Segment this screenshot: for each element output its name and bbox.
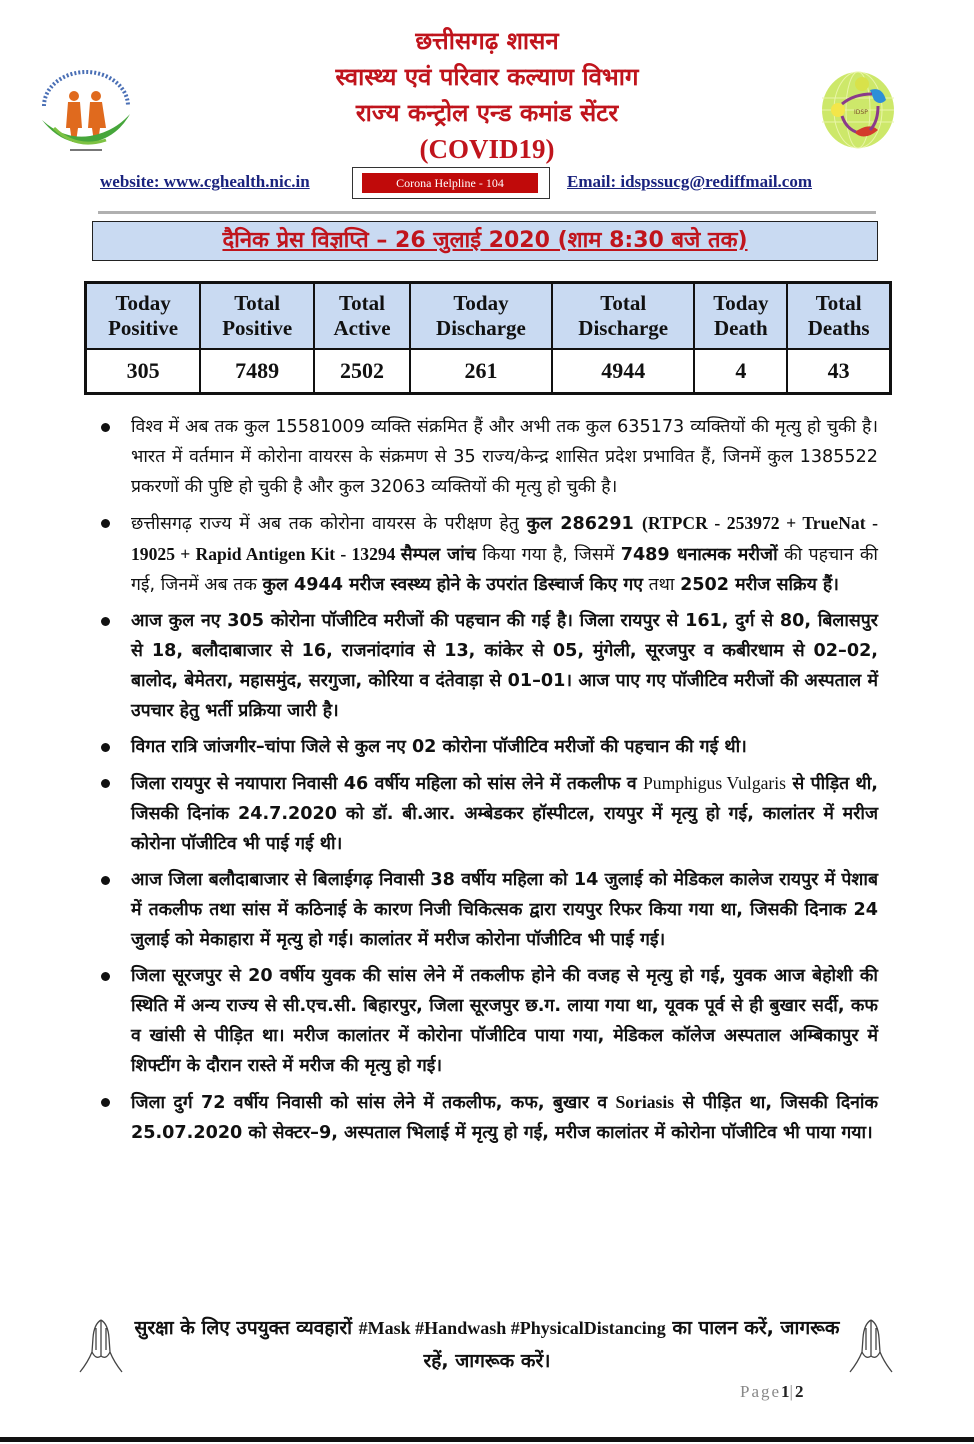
value-today-discharge: 261 (410, 349, 552, 394)
bullet-icon (101, 972, 110, 981)
value-total-deaths: 43 (787, 349, 890, 394)
bullet-icon (101, 743, 110, 752)
stats-value-row (86, 349, 891, 394)
bottom-border (0, 1437, 974, 1442)
header-total-active: Total Active (314, 283, 410, 350)
bullet-list (98, 412, 878, 1154)
bullet-death-durg: जिला दुर्ग 72 वर्षीय निवासी को सांस लेने में तकलीफ, कफ, बुखार व Soriasis से पीड़ित था, जिसकी दिनांक 25.07.2020 को सेक्टर–9, अस्पताल भिलाई में मृत्यु हो गई, मरीज कालांतर में कोरोना पॉजीटिव भी पाया गया। (98, 1087, 878, 1148)
bullet-new-cases: आज कुल नए 305 कोरोना पॉजीटिव मरीजों की पहचान की गई है। जिला रायपुर से 161, दुर्ग से 80, बिलासपुर से 18, बलौदाबाजार से 16, राजनांदगांव से 13, कांकेर से 05, मुंगेली, सूरजपुर व कबीरधाम से 02–02, बालोद, बेमेतरा, महासमुंद, सरगुजा, कोरिया व दंतेवाड़ा से 01–01। आज पाए गए पॉजीटिव मरीजों की अस्पताल में उपचार हेतु भर्ती प्रक्रिया जारी है। (98, 606, 878, 726)
email-link[interactable]: Email: idspssucg@rediffmail.com (567, 172, 812, 191)
helpline-box (352, 167, 550, 199)
bullet-death-surajpur: जिला सूरजपुर से 20 वर्षीय युवक की सांस लेने में तकलीफ होने की वजह से मृत्यु हो गई, युवक आज बेहोशी की स्थिति में अन्य राज्य से सी.एच.सी. बिहारपुर, जिला सूरजपुर छ.ग. लाया गया था, यूवक पूर्व से ही बुखार सर्दी, कफ व खांसी से पीड़ित था। मरीज कालांतर में कोरोना पॉजीटिव पाया गया, मेडिकल कॉलेज अस्पताल अम्बिकापुर में शिफ्टींग के दौरान रास्ते में मरीज की मृत्यु हो गई। (98, 961, 878, 1081)
bullet-icon (101, 876, 110, 885)
bullet-icon (101, 1098, 110, 1107)
page-number: Page1|2 (740, 1382, 804, 1401)
bullet-death-raipur: जिला रायपुर से नयापारा निवासी 46 वर्षीय महिला को सांस लेने में तकलीफ व Pumphigus Vulgaris से पीड़ित थी, जिसकी दिनांक 24.7.2020 को डॉ. बी.आर. अम्बेडकर हॉस्पीटल, रायपुर में मृत्यु हो गई, कालांतर में मरीज कोरोना पॉजीटिव भी पाई गई थी। (98, 768, 878, 859)
bullet-icon (101, 423, 110, 432)
value-total-positive: 7489 (200, 349, 314, 394)
header-total-discharge: Total Discharge (552, 283, 694, 350)
bullet-world-stats: विश्व में अब तक कुल 15581009 व्यक्ति संक्रमित हैं और अभी तक कुल 635173 व्यक्तियों की मृत्यु हो चुकी है। भारत में वर्तमान में कोरोना वायरस के संक्रमण से 35 राज्य/केन्द्र शासित प्रदेश प्रभावित हैं, जिनमें कुल 1385522 प्रकरणों की पुष्टि हो चुकी है और कुल 32063 व्यक्तियों की मृत्यु हो चुकी है। (98, 412, 878, 502)
bullet-icon (101, 617, 110, 626)
closing-message: सुरक्षा के लिए उपयुक्त व्यवहारों #Mask #Handwash #PhysicalDistancing का पालन करें, जागरूक रहें, जागरूक करें। (134, 1317, 840, 1372)
header-total-deaths: Total Deaths (787, 283, 890, 350)
department-title: स्वास्थ्य एवं परिवार कल्याण विभाग (335, 63, 639, 91)
covid-title: (COVID19) (419, 134, 555, 164)
header-total-positive: Total Positive (200, 283, 314, 350)
bullet-state-testing: छत्तीसगढ़ राज्य में अब तक कोरोना वायरस के परीक्षण हेतु कुल 286291 (RTPCR - 253972 + TrueNat - 19025 + Rapid Antigen Kit - 13294 सैम्पल जांच किया गया है, जिसमें 7489 धनात्मक मरीजों की पहचान की गई, जिनमें अब तक कुल 4944 मरीज स्वस्थ्य होने के उपरांत डिस्चार्ज किए गए तथा 2502 मरीज सक्रिय हैं। (98, 508, 878, 600)
command-center-title: राज्य कन्ट्रोल एन्ड कमांड सेंटर (355, 99, 619, 127)
value-today-positive: 305 (86, 349, 201, 394)
bullet-icon (101, 519, 110, 528)
press-release-title: दैनिक प्रेस विज्ञप्ति – 26 जुलाई 2020 (शाम 8:30 बजे तक) (222, 228, 748, 253)
press-release-title-box (92, 221, 878, 261)
stats-table (84, 281, 892, 395)
header-today-death: Today Death (694, 283, 787, 350)
folded-hands-icon (848, 1316, 894, 1376)
bullet-death-balodabazar: आज जिला बलौदाबाजार से बिलाईगढ़ निवासी 38 वर्षीय महिला को 14 जुलाई को मेडिकल कालेज रायपुर में पेशाब में तकलीफ तथा सांस में कठिनाई के कारण निजी चिकित्सक द्वारा रायपुर रिफर किया गया था, जिसकी दिनाक 24 जुलाई को मेकाहारा में मृत्यु हो गई। कालांतर में मरीज कोरोना पॉजीटिव भी पाई गई। (98, 865, 878, 955)
svg-text:IDSP: IDSP (854, 109, 868, 116)
bullet-janjgir-cases: विगत रात्रि जांजगीर–चांपा जिले से कुल नए 02 कोरोना पॉजीटिव मरीजों की पहचान की गई थी। (98, 732, 878, 762)
website-link[interactable]: website: www.cghealth.nic.in (100, 172, 310, 191)
value-total-discharge: 4944 (552, 349, 694, 394)
value-total-active: 2502 (314, 349, 410, 394)
header-today-positive: Today Positive (86, 283, 201, 350)
header-divider (98, 211, 876, 214)
helpline-badge: Corona Helpline - 104 (362, 173, 538, 193)
bullet-icon (101, 779, 110, 788)
value-today-death: 4 (694, 349, 787, 394)
stats-header-row (86, 283, 891, 350)
header-today-discharge: Today Discharge (410, 283, 552, 350)
government-title: छत्तीसगढ़ शासन (415, 27, 559, 55)
folded-hands-icon (78, 1316, 124, 1376)
